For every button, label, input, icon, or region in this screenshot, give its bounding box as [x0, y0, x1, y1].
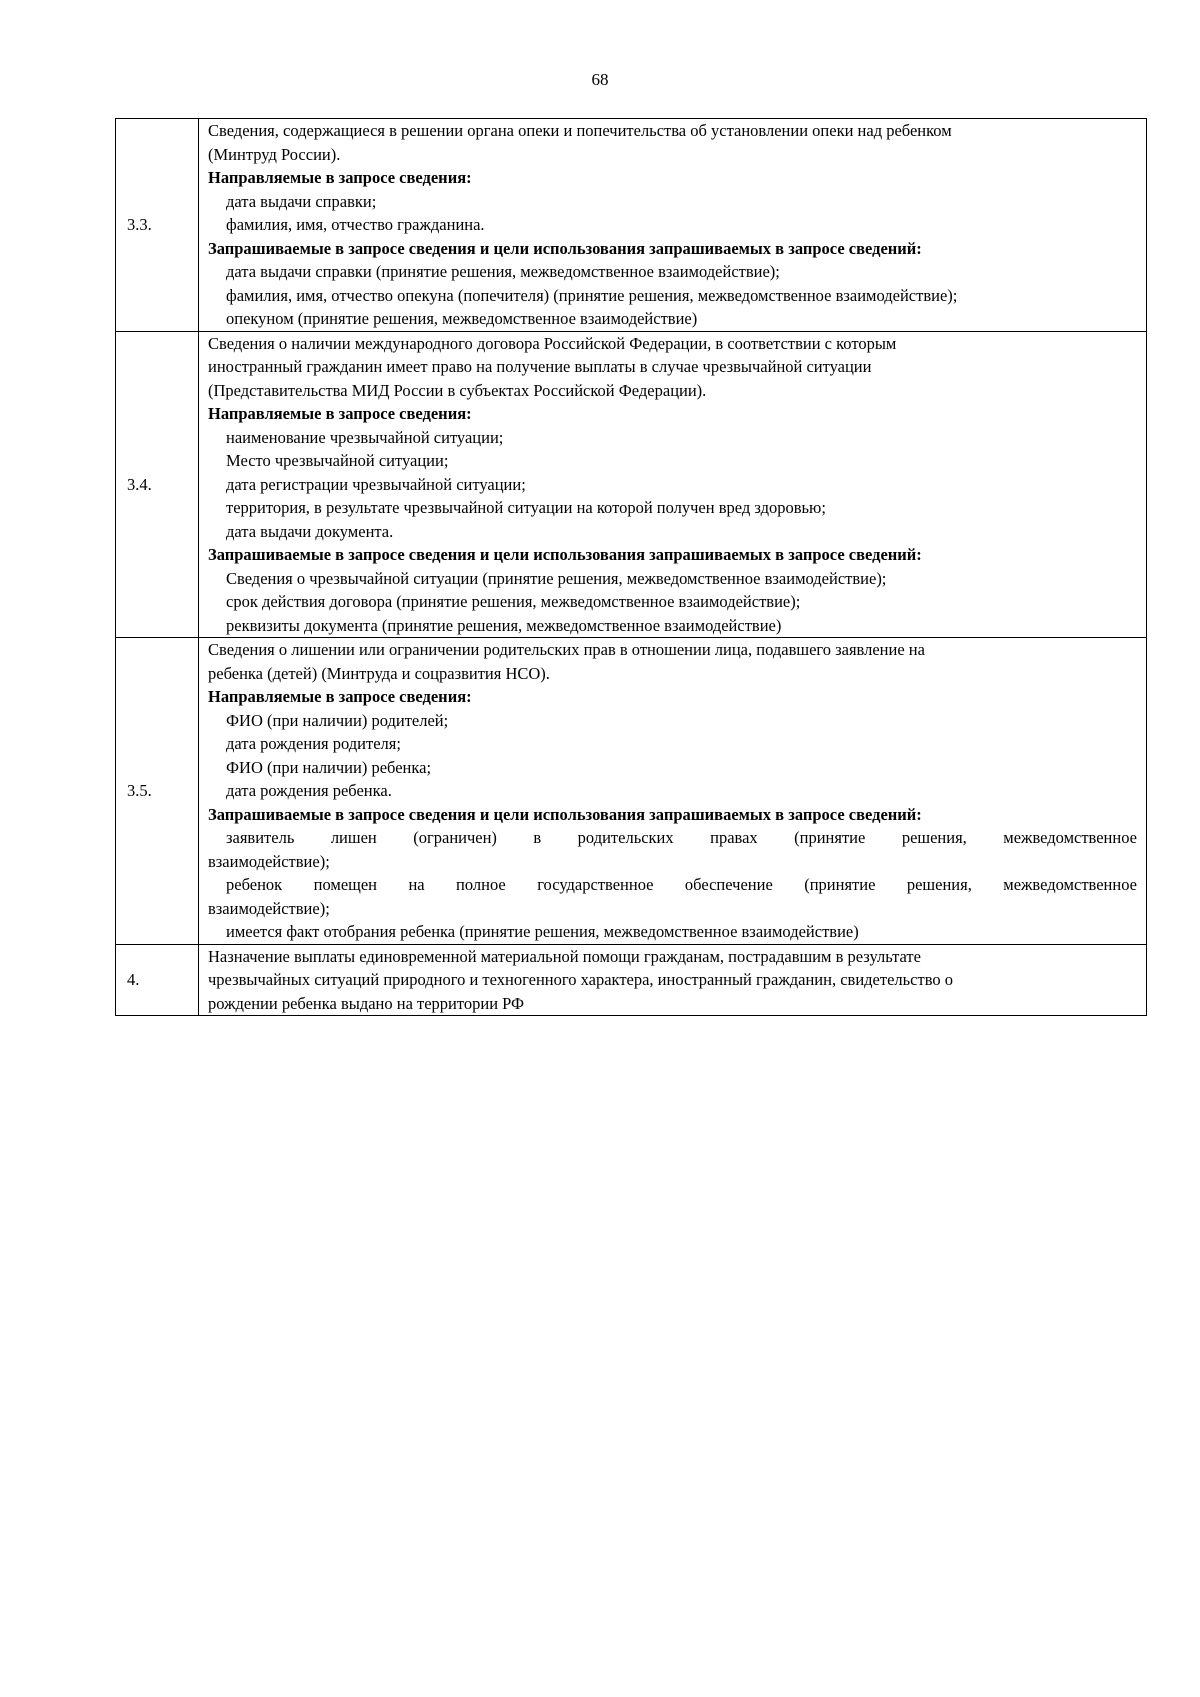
content-line: взаимодействие); [208, 851, 330, 871]
content-line: (Представительства МИД России в субъектах Российской Федерации). [208, 380, 707, 400]
content-line: ФИО (при наличии) ребенка; [226, 757, 432, 777]
content-line: Место чрезвычайной ситуации; [226, 451, 449, 470]
table-row [116, 638, 1147, 945]
content-line: взаимодействие); [208, 898, 330, 918]
content-line: Сведения о чрезвычайной ситуации (принятие решения, межведомственное взаимодействие); [226, 568, 887, 588]
content-line: наименование чрезвычайной ситуации; [226, 427, 504, 447]
content-line: ребенка (детей) (Минтруда и соцразвития НСО). [208, 663, 550, 683]
content-line: дата выдачи документа. [226, 521, 394, 541]
row-number: 3.4. [116, 331, 199, 638]
content-line: опекуном (принятие решения, межведомственное взаимодействие) [226, 309, 698, 328]
content-line: ФИО (при наличии) родителей; [226, 710, 449, 730]
content-line: ребенок помещен на полное государственное обеспечение (принятие решения, межведомственное [226, 875, 1137, 894]
content-line: заявитель лишен (ограничен) в родительских правах (принятие решения, межведомственное [226, 828, 1137, 847]
table-row [116, 944, 1147, 1016]
section-heading: Запрашиваемые в запросе сведения и цели использования запрашиваемых в запросе сведений: [208, 238, 922, 258]
content-line: дата рождения родителя; [226, 734, 401, 753]
content-line: Сведения о наличии международного договора Российской Федерации, в соответствии с которым [208, 333, 897, 353]
content-line: дата выдачи справки; [226, 191, 377, 211]
row-content [199, 944, 1147, 1016]
content-line: территория, в результате чрезвычайной ситуации на которой получен вред здоровью; [226, 498, 826, 517]
content-line: (Минтруд России). [208, 144, 341, 164]
row-number: 4. [116, 944, 199, 1016]
table-row [116, 119, 1147, 332]
content-line: фамилия, имя, отчество опекуна (попечителя) (принятие решения, межведомственное взаимодействие); [226, 285, 958, 305]
content-line: дата выдачи справки (принятие решения, межведомственное взаимодействие); [226, 262, 780, 281]
content-line: чрезвычайных ситуаций природного и техногенного характера, иностранный гражданин, свидетельство о [208, 970, 953, 989]
content-line: имеется факт отобрания ребенка (принятие решения, межведомственное взаимодействие) [226, 922, 859, 941]
section-heading: Запрашиваемые в запросе сведения и цели использования запрашиваемых в запросе сведений: [208, 545, 922, 564]
row-content [199, 331, 1147, 638]
table-row [116, 331, 1147, 638]
row-number: 3.3. [116, 119, 199, 332]
content-line: реквизиты документа (принятие решения, межведомственное взаимодействие) [226, 615, 782, 635]
content-line: Сведения о лишении или ограничении родительских прав в отношении лица, подавшего заявление на [208, 640, 925, 659]
section-heading: Направляемые в запросе сведения: [208, 404, 472, 423]
content-line: иностранный гражданин имеет право на получение выплаты в случае чрезвычайной ситуации [208, 357, 872, 376]
page-number: 68 [591, 70, 609, 89]
section-heading: Направляемые в запросе сведения: [208, 687, 472, 706]
content-line: фамилия, имя, отчество гражданина. [226, 215, 485, 234]
requirements-table [115, 118, 1147, 1016]
content-line: срок действия договора (принятие решения, межведомственное взаимодействие); [226, 592, 801, 611]
content-line: Сведения, содержащиеся в решении органа опеки и попечительства об установлении опеки над ребенком [208, 121, 952, 140]
table-body [116, 119, 1147, 1016]
row-content [199, 638, 1147, 945]
content-line: рождении ребенка выдано на территории РФ [208, 993, 525, 1013]
row-number: 3.5. [116, 638, 199, 945]
section-heading: Запрашиваемые в запросе сведения и цели использования запрашиваемых в запросе сведений: [208, 804, 922, 824]
content-line: дата рождения ребенка. [226, 781, 392, 800]
content-line: Назначение выплаты единовременной материальной помощи гражданам, пострадавшим в результате [208, 946, 921, 966]
content-line: дата регистрации чрезвычайной ситуации; [226, 474, 526, 494]
row-content [199, 119, 1147, 332]
section-heading: Направляемые в запросе сведения: [208, 168, 472, 187]
